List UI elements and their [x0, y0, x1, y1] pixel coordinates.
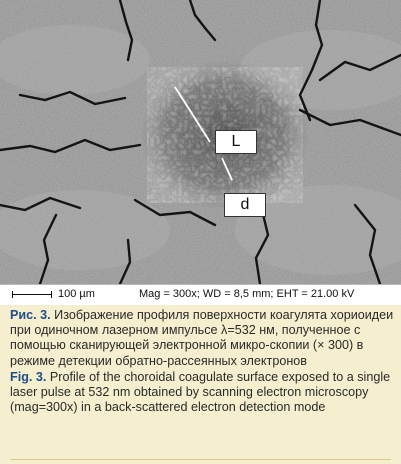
sem-parameters: Mag = 300x; WD = 8,5 mm; EHT = 21.00 kV [139, 288, 355, 300]
caption-ru-label: Рис. 3. [10, 308, 51, 322]
caption-english [10, 370, 394, 416]
label-L: L [215, 130, 257, 154]
caption-en-label: Fig. 3. [10, 369, 47, 384]
bottom-rule [10, 459, 391, 460]
label-d: d [224, 193, 266, 217]
scale-bar-line [12, 294, 52, 295]
scale-bar-strip [0, 284, 401, 305]
scale-bar-label: 100 µm [58, 288, 95, 300]
caption-ru-text: Изображение профиля поверхности коагулята хориоидеи при одиночном лазерном импульсе λ=532 нм, полученное с помощью сканирующей электронной микро-скопии (× 300) в режиме детекции обратно-рассеянных электронов [10, 308, 394, 368]
figure-caption [10, 308, 394, 415]
caption-en-text: Profile of the choroidal coagulate surface exposed to a single laser pulse at 532 nm obtained by scanning electron microscopy (mag=300x) in a back-scattered electron detection mode [10, 369, 391, 415]
caption-russian [10, 308, 394, 369]
